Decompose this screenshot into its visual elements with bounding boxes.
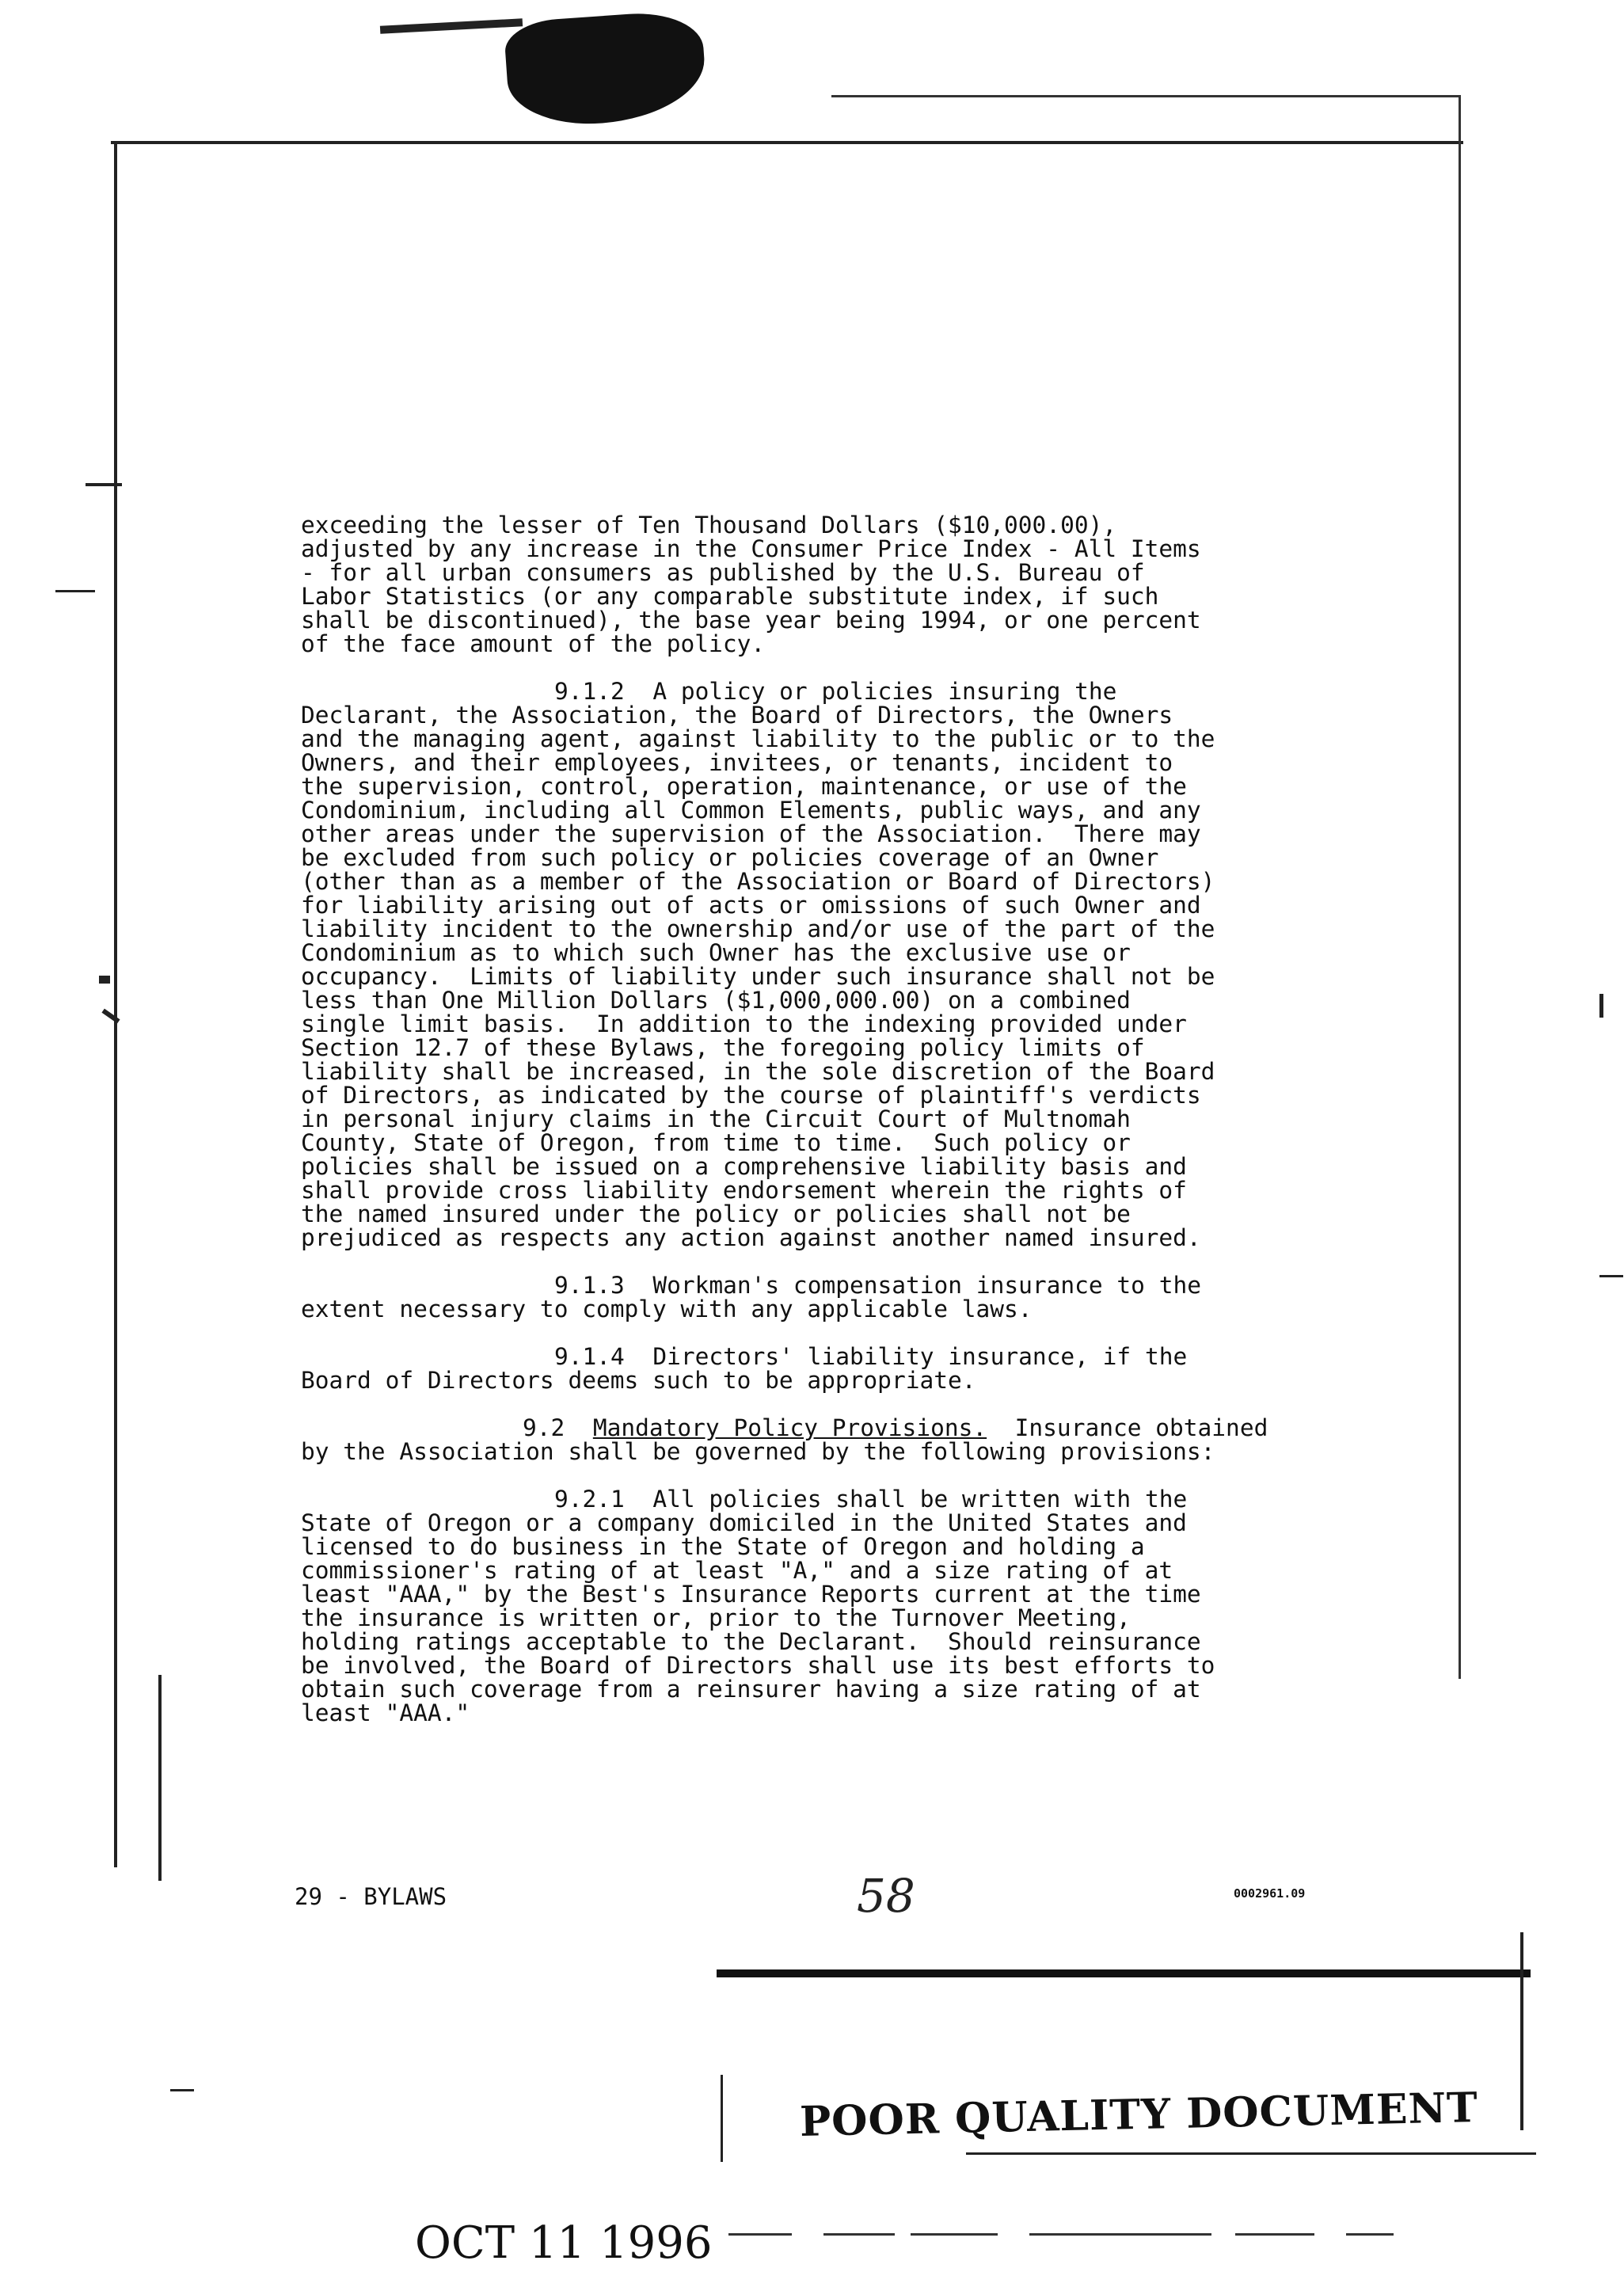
text-line: occupancy. Limits of liability under such insurance shall not be [301,963,1215,990]
scan-frame-right [1459,95,1461,1679]
section-9-1-3 [301,1273,1354,1321]
text-line: Section 12.7 of these Bylaws, the foregoing policy limits of [301,1034,1145,1061]
section-heading: Mandatory Policy Provisions. [592,1414,987,1441]
text-line: Condominium, including all Common Elements, public ways, and any [301,797,1201,824]
scan-mark [99,976,110,984]
scan-frame-top-right [831,95,1459,97]
scan-frame-top [111,141,1463,144]
text-line: Labor Statistics (or any comparable substitute index, if such [301,583,1159,610]
stamp-frame-right [1520,1932,1523,2130]
scan-dash [728,2233,792,2236]
scan-dash [823,2233,895,2236]
section-number: 9.2 [523,1414,565,1441]
text-line: exceeding the lesser of Ten Thousand Dollars ($10,000.00), [301,512,1117,538]
text-line: be involved, the Board of Directors shall use its best efforts to [301,1652,1215,1679]
text-line: (other than as a member of the Association or Board of Directors) [301,868,1215,895]
text-line: prejudiced as respects any action against another named insured. [301,1224,1201,1251]
text-line: Owners, and their employees, invitees, or tenants, incident to [301,749,1173,776]
scan-mark [158,1675,162,1881]
text-line: commissioner's rating of at least "A," and a size rating of at [301,1557,1173,1584]
text-line: shall provide cross liability endorsement wherein the rights of [301,1177,1187,1204]
stamp-frame-left [721,2075,723,2162]
scan-dash [911,2233,998,2236]
section-lead-line: 9.1.3 Workman's compensation insurance to the [554,1272,1201,1299]
scan-artifact-streak [380,18,523,33]
text-line: liability shall be increased, in the sole discretion of the Board [301,1058,1215,1085]
scan-artifact-blob [504,9,709,129]
scan-mark [170,2089,194,2091]
section-heading-line [301,1416,1354,1440]
scan-mark [1599,1275,1623,1277]
text-line: holding ratings acceptable to the Declarant. Should reinsurance [301,1628,1201,1655]
text-line: and the managing agent, against liability to the public or to the [301,725,1215,752]
text-line: - for all urban consumers as published by the U.S. Bureau of [301,559,1145,586]
text-line: be excluded from such policy or policies coverage of an Owner [301,844,1159,871]
text-line: licensed to do business in the State of Oregon and holding a [301,1533,1145,1560]
text-line: least "AAA." [301,1699,470,1726]
poor-quality-stamp: POOR QUALITY DOCUMENT [799,2084,1479,2146]
text-line: least "AAA," by the Best's Insurance Reports current at the time [301,1581,1201,1608]
handwritten-page-number: 58 [857,1869,915,1923]
text-line: extent necessary to comply with any applicable laws. [301,1296,1033,1322]
text-line: shall be discontinued), the base year being 1994, or one percent [301,607,1201,634]
document-body [301,513,1354,1725]
section-9-1-2 [301,679,1354,1250]
text-line: obtain such coverage from a reinsurer having a size rating of at [301,1676,1201,1703]
text-line: of the face amount of the policy. [301,630,766,657]
text-line: by the Association shall be governed by the following provisions: [301,1438,1215,1465]
text-line: the insurance is written or, prior to the Turnover Meeting, [301,1604,1131,1631]
document-code: 0002961.09 [1234,1886,1306,1901]
text-line: Declarant, the Association, the Board of Directors, the Owners [301,702,1173,729]
text-line: for liability arising out of acts or omissions of such Owner and [301,892,1201,919]
scan-mark [101,1009,120,1024]
section-lead-line: 9.2.1 All policies shall be written with the [554,1486,1188,1513]
section-lead-line: 9.1.4 Directors' liability insurance, if the [554,1343,1188,1370]
date-stamp: OCT 11 1996 [415,2217,713,2269]
text-line: State of Oregon or a company domiciled in the United States and [301,1509,1187,1536]
text-line: policies shall be issued on a comprehensive liability basis and [301,1153,1187,1180]
text-line: single limit basis. In addition to the indexing provided under [301,1010,1187,1037]
section-9-2-1 [301,1487,1354,1725]
paragraph-continuation [301,513,1354,656]
section-9-2 [301,1416,1354,1463]
text-line: of Directors, as indicated by the course of plaintiff's verdicts [301,1082,1201,1109]
text-line: Board of Directors deems such to be appropriate. [301,1367,976,1394]
section-lead-line: 9.1.2 A policy or policies insuring the [554,678,1117,705]
text-line: the supervision, control, operation, maintenance, or use of the [301,773,1187,800]
scan-mark [86,483,122,486]
text-line: less than One Million Dollars ($1,000,000.00) on a combined [301,987,1131,1014]
scan-dash [1235,2233,1314,2236]
text-line: liability incident to the ownership and/or use of the part of the [301,915,1215,942]
text-line: other areas under the supervision of the Association. There may [301,820,1201,847]
text-line: adjusted by any increase in the Consumer Price Index - All Items [301,535,1201,562]
scan-frame-left [114,141,117,1867]
section-heading-tail: Insurance obtained [987,1414,1268,1441]
scan-mark [55,590,95,592]
page-footer-label: 29 - BYLAWS [295,1883,447,1910]
scan-dash [1346,2233,1394,2236]
text-line: County, State of Oregon, from time to time. Such policy or [301,1129,1131,1156]
section-9-1-4 [301,1345,1354,1392]
scan-dash [1029,2233,1211,2236]
stamp-frame-bottom [966,2152,1536,2155]
scan-mark [1599,994,1603,1018]
text-line: Condominium as to which such Owner has the exclusive use or [301,939,1131,966]
text-line: in personal injury claims in the Circuit Court of Multnomah [301,1106,1131,1132]
text-line: the named insured under the policy or policies shall not be [301,1201,1131,1227]
